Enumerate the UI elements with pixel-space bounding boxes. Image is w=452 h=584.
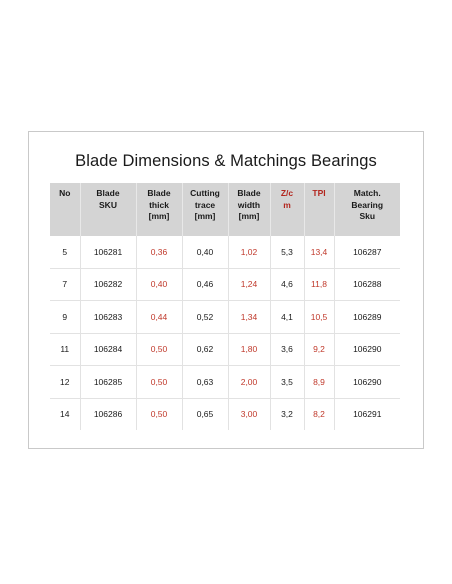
column-header-line: Sku — [359, 211, 376, 221]
table-cell: 8,9 — [304, 366, 334, 399]
table-cell: 0,62 — [182, 333, 228, 366]
table-row — [50, 333, 400, 366]
table-cell: 1,24 — [228, 268, 270, 301]
column-header-line: m — [283, 199, 291, 210]
column-header-line: Blade — [237, 188, 261, 198]
table-cell: 106283 — [80, 301, 136, 334]
column-header-line: Cutting — [190, 188, 220, 198]
column-header — [182, 183, 228, 236]
column-header — [50, 183, 80, 236]
column-header-line: TPI — [312, 188, 326, 198]
table-cell: 8,2 — [304, 398, 334, 430]
column-header-line: trace — [194, 199, 216, 210]
table-header-row — [50, 183, 400, 236]
column-header — [136, 183, 182, 236]
table-cell: 0,44 — [136, 301, 182, 334]
table-cell: 2,00 — [228, 366, 270, 399]
table-cell: 7 — [50, 268, 80, 301]
table-cell: 4,6 — [270, 268, 304, 301]
column-header-line: thick — [149, 199, 169, 210]
table-cell: 1,02 — [228, 236, 270, 268]
table-row — [50, 268, 400, 301]
table-cell: 11,8 — [304, 268, 334, 301]
table-row — [50, 301, 400, 334]
column-header — [228, 183, 270, 236]
table-cell: 0,63 — [182, 366, 228, 399]
table-cell: 5,3 — [270, 236, 304, 268]
table-cell: 0,52 — [182, 301, 228, 334]
table-cell: 106290 — [334, 366, 400, 399]
table-cell: 4,1 — [270, 301, 304, 334]
table-cell: 3,00 — [228, 398, 270, 430]
table-cell: 1,80 — [228, 333, 270, 366]
table-cell: 0,65 — [182, 398, 228, 430]
table-cell: 106281 — [80, 236, 136, 268]
column-header-line: SKU — [99, 199, 117, 210]
table-cell: 1,34 — [228, 301, 270, 334]
table-cell: 0,50 — [136, 333, 182, 366]
table-cell: 12 — [50, 366, 80, 399]
table-cell: 3,5 — [270, 366, 304, 399]
column-header-line: [mm] — [148, 211, 170, 221]
column-header — [334, 183, 400, 236]
table-cell: 106287 — [334, 236, 400, 268]
table-cell: 0,40 — [182, 236, 228, 268]
table-cell: 106288 — [334, 268, 400, 301]
table-cell: 10,5 — [304, 301, 334, 334]
table-body — [50, 236, 400, 430]
table-cell: 11 — [50, 333, 80, 366]
table-cell: 106286 — [80, 398, 136, 430]
table-cell: 0,36 — [136, 236, 182, 268]
blade-dimensions-table — [50, 183, 400, 430]
column-header-line: Blade — [147, 188, 171, 198]
table-row — [50, 236, 400, 268]
table-cell: 13,4 — [304, 236, 334, 268]
column-header — [80, 183, 136, 236]
table-cell: 106291 — [353, 409, 382, 420]
table-cell: 9,2 — [304, 333, 334, 366]
table-cell: 106285 — [80, 366, 136, 399]
table-cell: 106290 — [334, 333, 400, 366]
table-cell: 3,2 — [270, 398, 304, 430]
table-cell: 5 — [50, 236, 80, 268]
table-cell: 0,50 — [136, 398, 182, 430]
table-cell: 106289 — [334, 301, 400, 334]
column-header-line: Blade — [96, 188, 120, 198]
column-header — [304, 183, 334, 236]
table-cell: 3,6 — [270, 333, 304, 366]
column-header-line: Match. — [353, 188, 381, 198]
table-cell: 106282 — [80, 268, 136, 301]
table-cell: 0,50 — [136, 366, 182, 399]
table-cell: 0,40 — [136, 268, 182, 301]
table-row — [50, 366, 400, 399]
column-header — [270, 183, 304, 236]
table-cell: 106284 — [80, 333, 136, 366]
table-cell: 14 — [50, 398, 80, 430]
table-cell: 9 — [50, 301, 80, 334]
column-header-line: No — [59, 188, 71, 198]
column-header-line: [mm] — [194, 211, 216, 221]
column-header-line: Bearing — [351, 199, 384, 210]
column-header-line: Z/c — [280, 188, 294, 198]
page-title: Blade Dimensions & Matchings Bearings — [75, 152, 377, 170]
column-header-line: width — [237, 199, 261, 210]
column-header-line: [mm] — [238, 211, 260, 221]
table-row — [50, 398, 400, 430]
table-cell: 0,46 — [182, 268, 228, 301]
